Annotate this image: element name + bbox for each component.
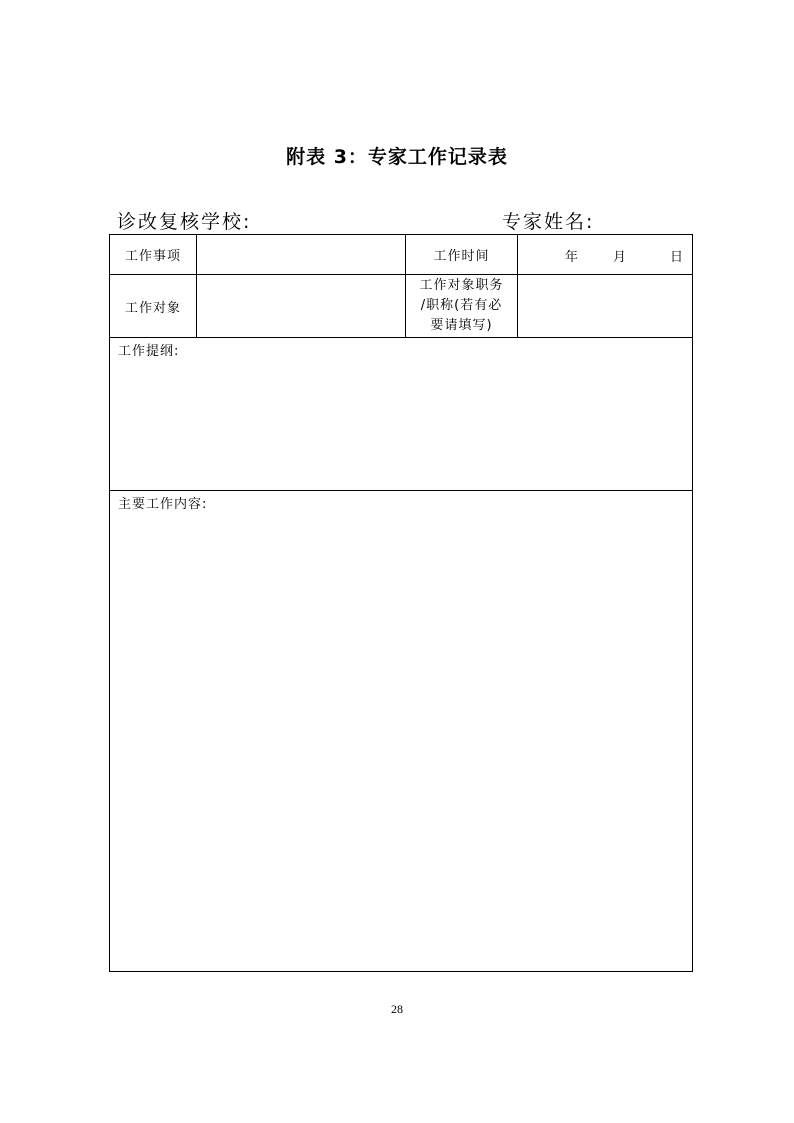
date-month-label: 月 [613, 250, 628, 265]
expert-name-label: 专家姓名: [502, 211, 595, 233]
date-day-label: 日 [670, 250, 685, 265]
page-title: 附表 3：专家工作记录表 [286, 146, 508, 168]
work-target-input[interactable] [197, 275, 405, 337]
target-position-input[interactable] [518, 275, 692, 337]
target-position-label-line-3: 要请填写) [430, 318, 493, 333]
target-position-label [406, 275, 517, 337]
work-date-field[interactable] [518, 235, 692, 274]
target-position-label-line-1: 工作对象职务 [419, 278, 504, 293]
table-border-bottom [109, 971, 693, 972]
work-target-label: 工作对象 [124, 300, 181, 316]
main-work-content-label: 主要工作内容: [118, 497, 208, 512]
work-time-label: 工作时间 [433, 249, 490, 264]
work-outline-section[interactable] [110, 338, 692, 490]
work-item-input[interactable] [197, 235, 405, 274]
page-number: 28 [391, 1002, 403, 1016]
main-work-content-section[interactable] [110, 491, 692, 971]
work-item-label: 工作事项 [124, 249, 181, 264]
work-outline-label: 工作提纲: [118, 344, 180, 359]
school-label: 诊改复核学校: [117, 211, 252, 233]
table-border-right [692, 234, 693, 972]
date-year-label: 年 [565, 250, 580, 265]
target-position-label-line-2: /职称(若有必 [420, 298, 503, 313]
